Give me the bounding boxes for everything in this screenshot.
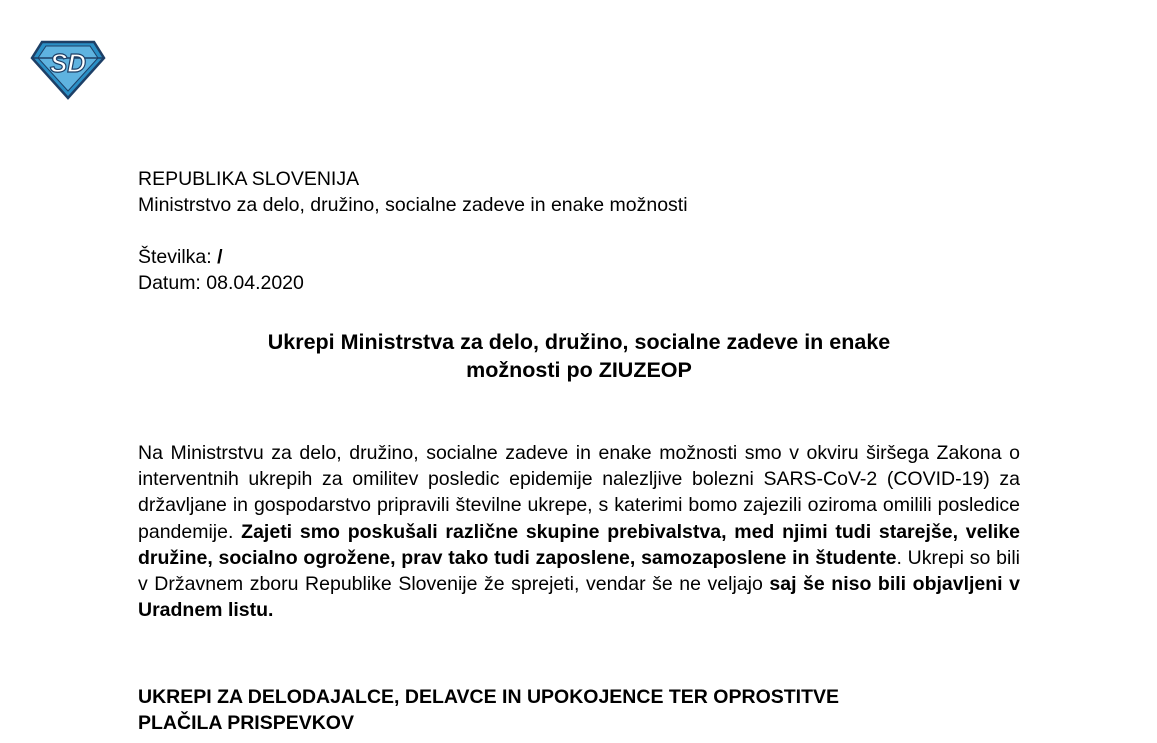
document-number bbox=[138, 244, 688, 270]
document-date bbox=[138, 270, 688, 296]
document-title bbox=[138, 328, 1020, 384]
country-name: REPUBLIKA SLOVENIJA bbox=[138, 168, 360, 190]
document-header bbox=[138, 166, 688, 296]
section-heading bbox=[138, 684, 1020, 736]
document-number-label: Številka: bbox=[138, 246, 212, 268]
header-spacer bbox=[138, 218, 688, 244]
document-date-label: Datum: bbox=[138, 272, 201, 294]
intro-paragraph bbox=[138, 440, 1020, 623]
document-number-value: / bbox=[217, 246, 223, 268]
logo-letters: SD bbox=[49, 48, 87, 78]
ministry-name: Ministrstvo za delo, družino, socialne zadeve in enake možnosti bbox=[138, 194, 688, 216]
intro-text-bold-1: Zajeti smo poskušali različne skupine prebivalstva, med njimi tudi starejše, velike družine, socialno ogrožene, prav tako tudi zaposlene, samozaposlene in študente bbox=[138, 520, 1020, 569]
intro-text-2: . Ukrepi so bili v Državnem zboru Republike Slovenije že sprejeti, vendar še ne veljajo bbox=[138, 546, 1020, 596]
document-title-line-2: možnosti po ZIUZEOP bbox=[466, 358, 692, 382]
section-heading-line-1: UKREPI ZA DELODAJALCE, DELAVCE IN UPOKOJENCE TER OPROSTITVE bbox=[138, 686, 839, 708]
sd-logo bbox=[30, 38, 106, 100]
document-title-line-1: Ukrepi Ministrstva za delo, družino, socialne zadeve in enake bbox=[267, 330, 891, 354]
document-date-value: 08.04.2020 bbox=[206, 272, 304, 294]
intro-text-1: Na Ministrstvu za delo, družino, socialne zadeve in enake možnosti smo v okviru širšega Zakona o interventnih ukrepih za omilitev posledic epidemije nalezljive bolezni SARS-CoV-2 (COVID-19) za državljane in gospodarstvo pripravili številne ukrepe, s katerimi bomo zajezili oziroma omilili posledice pandemije. bbox=[138, 442, 1020, 543]
section-heading-line-2: PLAČILA PRISPEVKOV bbox=[138, 712, 354, 734]
intro-text-bold-2: saj še niso bili objavljeni v Uradnem listu. bbox=[138, 573, 1020, 622]
